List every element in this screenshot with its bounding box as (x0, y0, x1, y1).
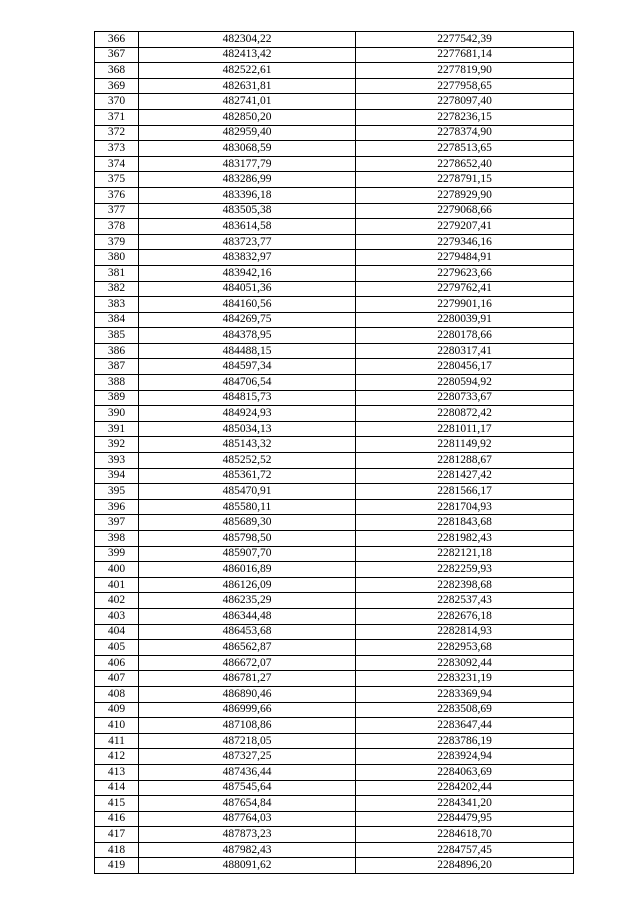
table-row (95, 359, 574, 375)
point-number-cell: 396 (95, 499, 139, 515)
x-coordinate-cell: 486672,07 (139, 655, 356, 671)
x-coordinate-cell: 486126,09 (139, 577, 356, 593)
x-coordinate-cell: 485252,52 (139, 453, 356, 469)
y-coordinate-cell: 2284618,70 (356, 827, 574, 843)
y-coordinate-cell: 2283647,44 (356, 718, 574, 734)
y-coordinate-cell: 2279484,91 (356, 250, 574, 266)
x-coordinate-cell: 486344,48 (139, 608, 356, 624)
point-number-cell: 372 (95, 125, 139, 141)
point-number-cell: 383 (95, 297, 139, 313)
point-number-cell: 377 (95, 203, 139, 219)
x-coordinate-cell: 483396,18 (139, 187, 356, 203)
table-row (95, 842, 574, 858)
y-coordinate-cell: 2279762,41 (356, 281, 574, 297)
y-coordinate-cell: 2284341,20 (356, 796, 574, 812)
y-coordinate-cell: 2282121,18 (356, 546, 574, 562)
y-coordinate-cell: 2280594,92 (356, 375, 574, 391)
x-coordinate-cell: 482304,22 (139, 32, 356, 48)
table-row (95, 453, 574, 469)
y-coordinate-cell: 2282676,18 (356, 608, 574, 624)
y-coordinate-cell: 2277681,14 (356, 47, 574, 63)
table-row (95, 141, 574, 157)
table-row (95, 468, 574, 484)
y-coordinate-cell: 2279346,16 (356, 234, 574, 250)
point-number-cell: 387 (95, 359, 139, 375)
table-row (95, 297, 574, 313)
table-row (95, 63, 574, 79)
y-coordinate-cell: 2283924,94 (356, 749, 574, 765)
table-row (95, 811, 574, 827)
table-row (95, 187, 574, 203)
point-number-cell: 391 (95, 421, 139, 437)
table-row (95, 375, 574, 391)
table-row (95, 858, 574, 874)
point-number-cell: 378 (95, 219, 139, 235)
y-coordinate-cell: 2281011,17 (356, 421, 574, 437)
x-coordinate-cell: 482850,20 (139, 109, 356, 125)
x-coordinate-cell: 482741,01 (139, 94, 356, 110)
table-row (95, 47, 574, 63)
table-row (95, 484, 574, 500)
x-coordinate-cell: 487764,03 (139, 811, 356, 827)
table-row (95, 437, 574, 453)
x-coordinate-cell: 484160,56 (139, 297, 356, 313)
point-number-cell: 388 (95, 375, 139, 391)
y-coordinate-cell: 2280317,41 (356, 343, 574, 359)
y-coordinate-cell: 2279901,16 (356, 297, 574, 313)
point-number-cell: 405 (95, 640, 139, 656)
point-number-cell: 403 (95, 608, 139, 624)
table-row (95, 390, 574, 406)
y-coordinate-cell: 2284202,44 (356, 780, 574, 796)
x-coordinate-cell: 482959,40 (139, 125, 356, 141)
x-coordinate-cell: 487654,84 (139, 796, 356, 812)
x-coordinate-cell: 485470,91 (139, 484, 356, 500)
point-number-cell: 375 (95, 172, 139, 188)
x-coordinate-cell: 485034,13 (139, 421, 356, 437)
y-coordinate-cell: 2280733,67 (356, 390, 574, 406)
x-coordinate-cell: 483068,59 (139, 141, 356, 157)
point-number-cell: 407 (95, 671, 139, 687)
y-coordinate-cell: 2283369,94 (356, 686, 574, 702)
y-coordinate-cell: 2279068,66 (356, 203, 574, 219)
x-coordinate-cell: 484706,54 (139, 375, 356, 391)
x-coordinate-cell: 486562,87 (139, 640, 356, 656)
point-number-cell: 415 (95, 796, 139, 812)
y-coordinate-cell: 2281427,42 (356, 468, 574, 484)
point-number-cell: 398 (95, 531, 139, 547)
point-number-cell: 368 (95, 63, 139, 79)
coordinates-table-body (95, 32, 574, 874)
y-coordinate-cell: 2281149,92 (356, 437, 574, 453)
point-number-cell: 414 (95, 780, 139, 796)
table-row (95, 312, 574, 328)
x-coordinate-cell: 488091,62 (139, 858, 356, 874)
x-coordinate-cell: 482631,81 (139, 78, 356, 94)
y-coordinate-cell: 2284063,69 (356, 764, 574, 780)
x-coordinate-cell: 487327,25 (139, 749, 356, 765)
point-number-cell: 409 (95, 702, 139, 718)
x-coordinate-cell: 484051,36 (139, 281, 356, 297)
x-coordinate-cell: 485361,72 (139, 468, 356, 484)
x-coordinate-cell: 484378,95 (139, 328, 356, 344)
coordinates-table (94, 31, 574, 874)
point-number-cell: 374 (95, 156, 139, 172)
x-coordinate-cell: 484924,93 (139, 406, 356, 422)
y-coordinate-cell: 2278652,40 (356, 156, 574, 172)
point-number-cell: 419 (95, 858, 139, 874)
point-number-cell: 384 (95, 312, 139, 328)
point-number-cell: 399 (95, 546, 139, 562)
x-coordinate-cell: 483505,38 (139, 203, 356, 219)
table-row (95, 125, 574, 141)
table-row (95, 686, 574, 702)
y-coordinate-cell: 2282537,43 (356, 593, 574, 609)
point-number-cell: 401 (95, 577, 139, 593)
point-number-cell: 389 (95, 390, 139, 406)
point-number-cell: 366 (95, 32, 139, 48)
y-coordinate-cell: 2279623,66 (356, 265, 574, 281)
x-coordinate-cell: 486235,29 (139, 593, 356, 609)
table-row (95, 546, 574, 562)
x-coordinate-cell: 483614,58 (139, 219, 356, 235)
table-row (95, 406, 574, 422)
table-row (95, 796, 574, 812)
y-coordinate-cell: 2282814,93 (356, 624, 574, 640)
x-coordinate-cell: 487982,43 (139, 842, 356, 858)
x-coordinate-cell: 487873,23 (139, 827, 356, 843)
x-coordinate-cell: 487108,86 (139, 718, 356, 734)
point-number-cell: 406 (95, 655, 139, 671)
table-row (95, 156, 574, 172)
table-row (95, 640, 574, 656)
point-number-cell: 416 (95, 811, 139, 827)
x-coordinate-cell: 486781,27 (139, 671, 356, 687)
table-row (95, 780, 574, 796)
point-number-cell: 408 (95, 686, 139, 702)
point-number-cell: 418 (95, 842, 139, 858)
y-coordinate-cell: 2283231,19 (356, 671, 574, 687)
x-coordinate-cell: 487218,05 (139, 733, 356, 749)
x-coordinate-cell: 483723,77 (139, 234, 356, 250)
table-row (95, 655, 574, 671)
point-number-cell: 379 (95, 234, 139, 250)
y-coordinate-cell: 2278929,90 (356, 187, 574, 203)
point-number-cell: 369 (95, 78, 139, 94)
table-row (95, 671, 574, 687)
table-row (95, 515, 574, 531)
point-number-cell: 370 (95, 94, 139, 110)
table-row (95, 281, 574, 297)
x-coordinate-cell: 484488,15 (139, 343, 356, 359)
point-number-cell: 395 (95, 484, 139, 500)
point-number-cell: 392 (95, 437, 139, 453)
point-number-cell: 413 (95, 764, 139, 780)
x-coordinate-cell: 486016,89 (139, 562, 356, 578)
x-coordinate-cell: 486999,66 (139, 702, 356, 718)
table-row (95, 608, 574, 624)
table-row (95, 827, 574, 843)
x-coordinate-cell: 483832,97 (139, 250, 356, 266)
table-row (95, 203, 574, 219)
table-row (95, 531, 574, 547)
table-row (95, 499, 574, 515)
point-number-cell: 411 (95, 733, 139, 749)
point-number-cell: 410 (95, 718, 139, 734)
x-coordinate-cell: 487545,64 (139, 780, 356, 796)
point-number-cell: 371 (95, 109, 139, 125)
x-coordinate-cell: 485143,32 (139, 437, 356, 453)
point-number-cell: 400 (95, 562, 139, 578)
y-coordinate-cell: 2282398,68 (356, 577, 574, 593)
x-coordinate-cell: 483942,16 (139, 265, 356, 281)
y-coordinate-cell: 2277958,65 (356, 78, 574, 94)
x-coordinate-cell: 486453,68 (139, 624, 356, 640)
table-row (95, 702, 574, 718)
table-row (95, 343, 574, 359)
x-coordinate-cell: 482522,61 (139, 63, 356, 79)
y-coordinate-cell: 2278513,65 (356, 141, 574, 157)
point-number-cell: 382 (95, 281, 139, 297)
table-row (95, 733, 574, 749)
y-coordinate-cell: 2280039,91 (356, 312, 574, 328)
y-coordinate-cell: 2280178,66 (356, 328, 574, 344)
point-number-cell: 376 (95, 187, 139, 203)
point-number-cell: 385 (95, 328, 139, 344)
table-row (95, 234, 574, 250)
table-row (95, 219, 574, 235)
point-number-cell: 373 (95, 141, 139, 157)
y-coordinate-cell: 2277542,39 (356, 32, 574, 48)
y-coordinate-cell: 2279207,41 (356, 219, 574, 235)
y-coordinate-cell: 2278791,15 (356, 172, 574, 188)
x-coordinate-cell: 484269,75 (139, 312, 356, 328)
table-row (95, 328, 574, 344)
point-number-cell: 417 (95, 827, 139, 843)
x-coordinate-cell: 483177,79 (139, 156, 356, 172)
y-coordinate-cell: 2284896,20 (356, 858, 574, 874)
x-coordinate-cell: 485580,11 (139, 499, 356, 515)
y-coordinate-cell: 2281288,67 (356, 453, 574, 469)
y-coordinate-cell: 2284757,45 (356, 842, 574, 858)
point-number-cell: 390 (95, 406, 139, 422)
y-coordinate-cell: 2282259,93 (356, 562, 574, 578)
y-coordinate-cell: 2281566,17 (356, 484, 574, 500)
y-coordinate-cell: 2280872,42 (356, 406, 574, 422)
x-coordinate-cell: 484815,73 (139, 390, 356, 406)
y-coordinate-cell: 2283092,44 (356, 655, 574, 671)
point-number-cell: 386 (95, 343, 139, 359)
y-coordinate-cell: 2278374,90 (356, 125, 574, 141)
y-coordinate-cell: 2281843,68 (356, 515, 574, 531)
y-coordinate-cell: 2284479,95 (356, 811, 574, 827)
table-row (95, 94, 574, 110)
y-coordinate-cell: 2281704,93 (356, 499, 574, 515)
table-row (95, 577, 574, 593)
table-row (95, 593, 574, 609)
point-number-cell: 402 (95, 593, 139, 609)
x-coordinate-cell: 485907,70 (139, 546, 356, 562)
table-row (95, 749, 574, 765)
table-row (95, 421, 574, 437)
y-coordinate-cell: 2282953,68 (356, 640, 574, 656)
x-coordinate-cell: 484597,34 (139, 359, 356, 375)
y-coordinate-cell: 2278236,15 (356, 109, 574, 125)
y-coordinate-cell: 2283786,19 (356, 733, 574, 749)
point-number-cell: 381 (95, 265, 139, 281)
x-coordinate-cell: 485798,50 (139, 531, 356, 547)
point-number-cell: 404 (95, 624, 139, 640)
y-coordinate-cell: 2280456,17 (356, 359, 574, 375)
y-coordinate-cell: 2278097,40 (356, 94, 574, 110)
table-row (95, 78, 574, 94)
table-row (95, 624, 574, 640)
table-row (95, 109, 574, 125)
table-row (95, 32, 574, 48)
table-row (95, 764, 574, 780)
x-coordinate-cell: 485689,30 (139, 515, 356, 531)
point-number-cell: 394 (95, 468, 139, 484)
x-coordinate-cell: 487436,44 (139, 764, 356, 780)
point-number-cell: 393 (95, 453, 139, 469)
table-row (95, 718, 574, 734)
x-coordinate-cell: 482413,42 (139, 47, 356, 63)
x-coordinate-cell: 486890,46 (139, 686, 356, 702)
point-number-cell: 412 (95, 749, 139, 765)
table-row (95, 265, 574, 281)
y-coordinate-cell: 2281982,43 (356, 531, 574, 547)
point-number-cell: 380 (95, 250, 139, 266)
y-coordinate-cell: 2283508,69 (356, 702, 574, 718)
table-row (95, 250, 574, 266)
x-coordinate-cell: 483286,99 (139, 172, 356, 188)
table-row (95, 562, 574, 578)
y-coordinate-cell: 2277819,90 (356, 63, 574, 79)
point-number-cell: 367 (95, 47, 139, 63)
table-row (95, 172, 574, 188)
point-number-cell: 397 (95, 515, 139, 531)
